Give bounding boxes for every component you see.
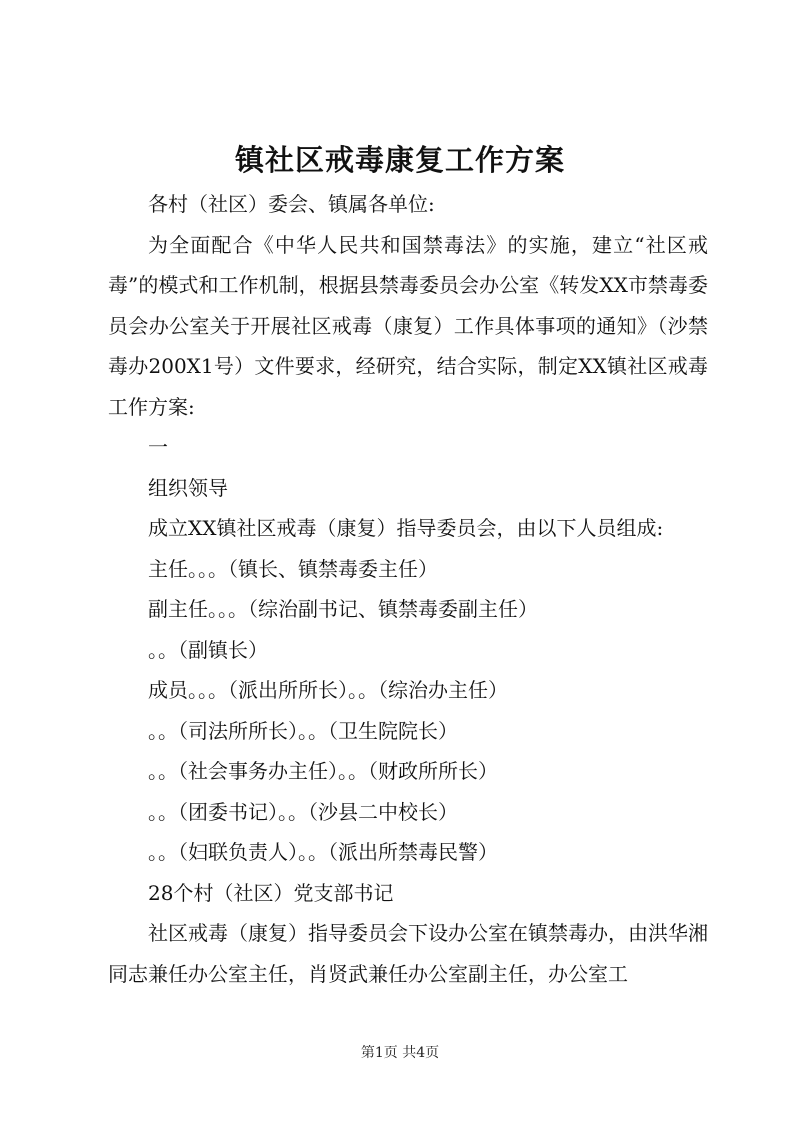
- section-number: 一: [148, 435, 168, 459]
- committee-paragraph: 成立XX镇社区戒毒（康复）指导委员会，由以下人员组成:: [148, 516, 664, 540]
- page-footer: 第1页 共4页: [360, 1045, 440, 1061]
- document-title: 镇社区戒毒康复工作方案: [234, 143, 565, 177]
- member-line: 成员。。。（派出所所长）。。（综治办主任）: [148, 678, 508, 702]
- salutation-paragraph: 各村（社区）委会、镇属各单位:: [148, 192, 435, 216]
- section-heading: 组织领导: [148, 475, 228, 500]
- document-body: [108, 184, 708, 994]
- member-line: 。。（社会事务办主任）。。（财政所所长）: [148, 759, 498, 783]
- member-line: 。。（妇联负责人）。。（派出所禁毒民警）: [148, 840, 498, 864]
- member-line: 。。（团委书记）。。（沙县二中校长）: [148, 799, 458, 824]
- office-paragraph: 社区戒毒（康复）指导委员会下设办公室在镇禁毒办，由洪华湘同志兼任办公室主任，肖贤武兼任办公室副主任，办公室工: [108, 921, 708, 986]
- member-line: 。。（司法所所长）。。（卫生院院长）: [148, 718, 458, 743]
- member-line: 副主任。。。（综治副书记、镇禁毒委副主任）: [148, 597, 538, 621]
- member-line: 28个村（社区）党支部书记: [148, 880, 394, 905]
- intro-paragraph: 为全面配合《中华人民共和国禁毒法》的实施，建立“社区戒毒”的模式和工作机制，根据县禁毒委员会办公室《转发XX市禁毒委员会办公室关于开展社区戒毒（康复）工作具体事项的通知》（沙禁毒办200X1号）文件要求，经研究，结合实际，制定XX镇社区戒毒工作方案:: [108, 232, 708, 419]
- member-line: 。。（副镇长）: [148, 637, 268, 662]
- member-line: 主任。。。（镇长、镇禁毒委主任）: [148, 556, 438, 581]
